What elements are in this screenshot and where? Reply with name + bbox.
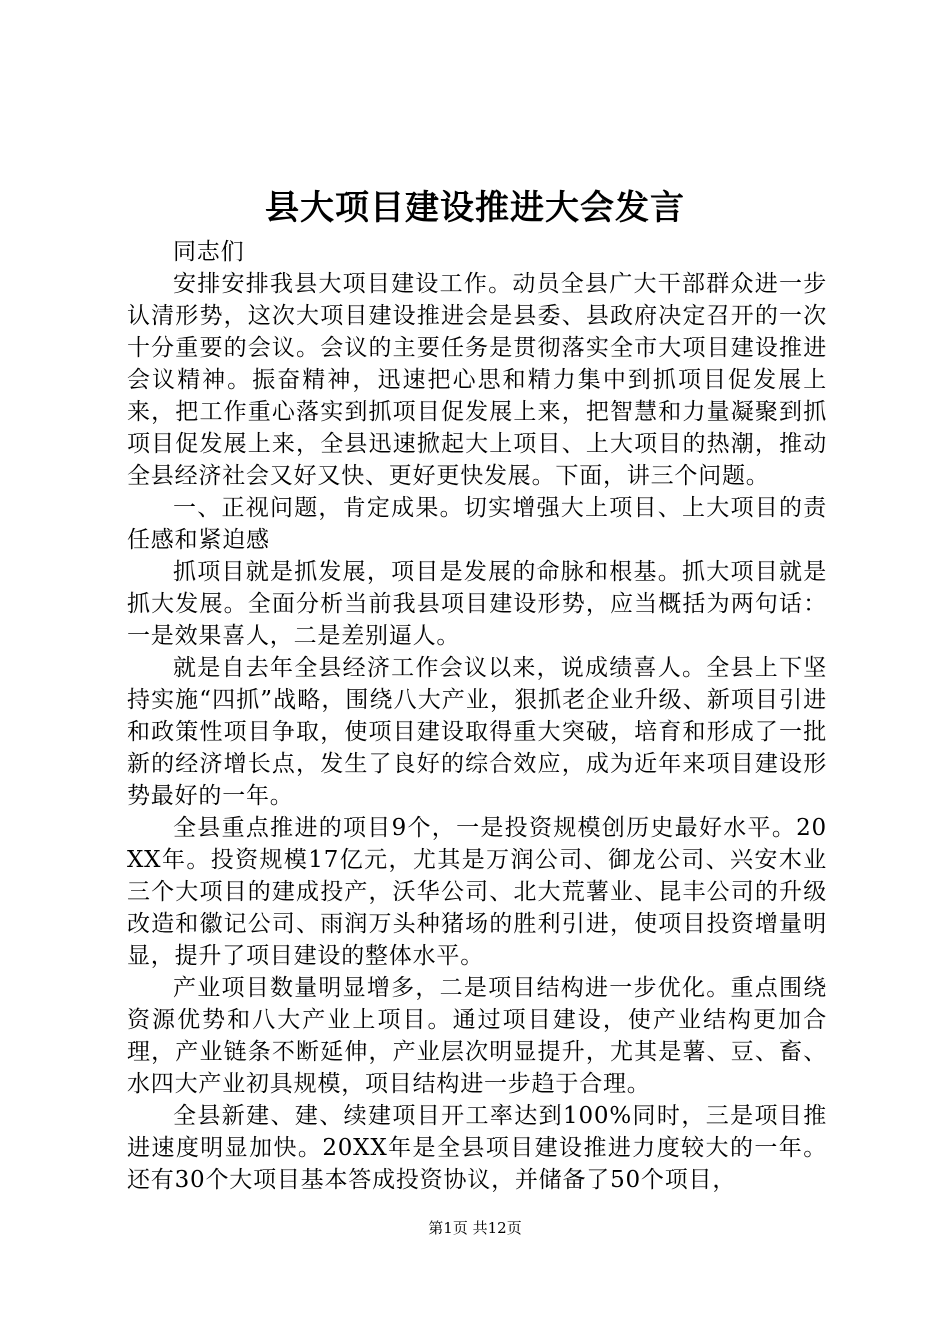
document-body bbox=[127, 236, 827, 1196]
page-total: 共12页 bbox=[472, 1219, 522, 1237]
document-title: 县大项目建设推进大会发言 bbox=[265, 188, 685, 228]
greeting-paragraph: 同志们 bbox=[173, 239, 245, 265]
body-paragraph: 抓项目就是抓发展，项目是发展的命脉和根基。抓大项目就是抓大发展。全面分析当前我县项目建设形势，应当概括为两句话：一是效果喜人，二是差别逼人。 bbox=[127, 559, 827, 649]
page-footer bbox=[0, 1218, 950, 1238]
page-number: 第1页 bbox=[428, 1219, 468, 1237]
intro-paragraph: 安排安排我县大项目建设工作。动员全县广大干部群众进一步认清形势，这次大项目建设推进会是县委、县政府决定召开的一次十分重要的会议。会议的主要任务是贯彻落实全市大项目建设推进会议精神。振奋精神，迅速把心思和精力集中到抓项目促发展上来，把工作重心落实到抓项目促发展上来，把智慧和力量凝聚到抓项目促发展上来，全县迅速掀起大上项目、上大项目的热潮，推动全县经济社会又好又快、更好更快发展。下面，讲三个问题。 bbox=[127, 271, 827, 489]
body-paragraph: 就是自去年全县经济工作会议以来，说成绩喜人。全县上下坚持实施“四抓”战略，围绕八大产业，狠抓老企业升级、新项目引进和政策性项目争取，使项目建设取得重大突破，培育和形成了一批新的经济增长点，发生了良好的综合效应，成为近年来项目建设形势最好的一年。 bbox=[127, 655, 827, 809]
body-paragraph: 全县新建、建、续建项目开工率达到100%同时，三是项目推进速度明显加快。20XX年是全县项目建设推进力度较大的一年。还有30个大项目基本答成投资协议，并储备了50个项目， bbox=[127, 1103, 827, 1193]
body-paragraph: 产业项目数量明显增多，二是项目结构进一步优化。重点围绕资源优势和八大产业上项目。通过项目建设，使产业结构更加合理，产业链条不断延伸，产业层次明显提升，尤其是薯、豆、畜、水四大产业初具规模，项目结构进一步趋于合理。 bbox=[127, 975, 827, 1097]
body-paragraph: 全县重点推进的项目9个，一是投资规模创历史最好水平。20XX年。投资规模17亿元，尤其是万润公司、御龙公司、兴安木业三个大项目的建成投产，沃华公司、北大荒薯业、昆丰公司的升级改造和徽记公司、雨润万头种猪场的胜利引进，使项目投资增量明显，提升了项目建设的整体水平。 bbox=[127, 815, 827, 969]
section-heading-paragraph: 一、正视问题，肯定成果。切实增强大上项目、上大项目的责任感和紧迫感 bbox=[127, 495, 827, 553]
